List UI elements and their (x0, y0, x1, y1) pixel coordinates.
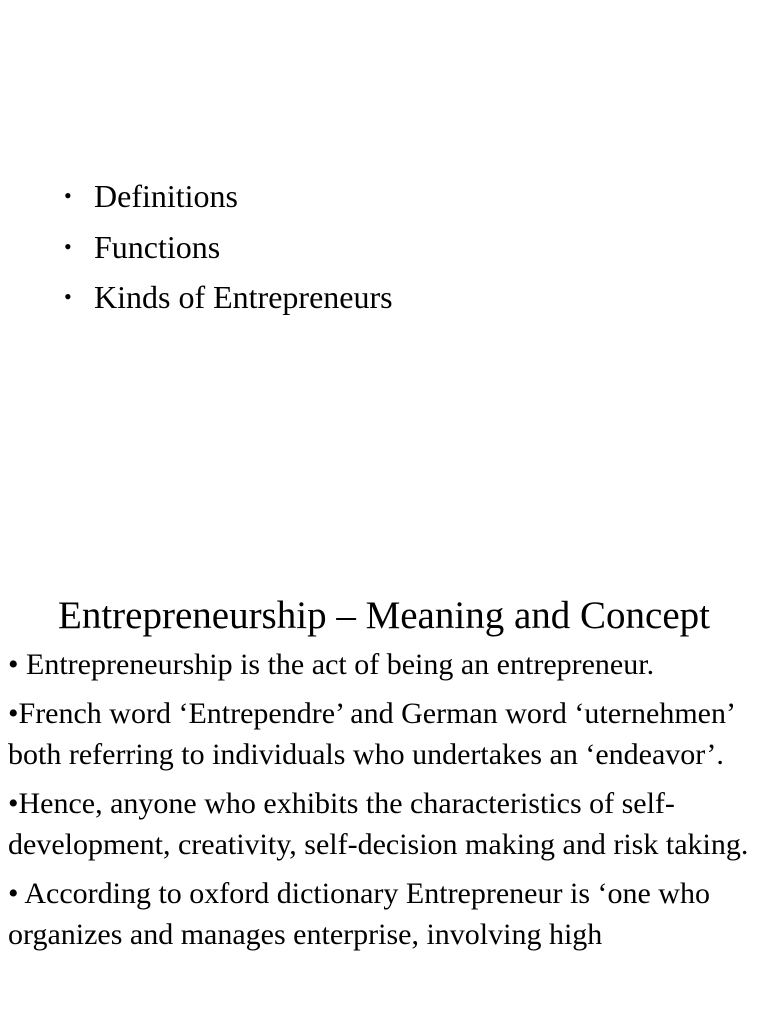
slide-title: Entrepreneurship – Meaning and Concept (58, 594, 710, 637)
bullet-icon: • (64, 183, 72, 208)
slide-body (8, 644, 760, 963)
agenda-list (64, 171, 393, 323)
agenda-item-functions (64, 222, 393, 273)
agenda-item-label: Definitions (94, 178, 238, 214)
body-paragraph: • Entrepreneurship is the act of being an entrepreneur. (8, 648, 655, 681)
body-paragraph: • According to oxford dictionary Entrepreneur is ‘one who organizes and manages enterprise, involving high (8, 877, 710, 951)
agenda-item-kinds (64, 272, 393, 323)
bullet-icon: • (64, 284, 72, 309)
bullet-icon: • (64, 233, 72, 259)
agenda-item-label: Functions (94, 228, 221, 265)
body-paragraph: •French word ‘Entrependre’ and German word ‘uternehmen’ both referring to individuals who undertakes an ‘endeavor’. (8, 697, 734, 771)
agenda-item-label: Kinds of Entrepreneurs (94, 279, 393, 315)
body-paragraph: •Hence, anyone who exhibits the characteristics of self-development, creativity, self-decision making and risk taking. (8, 787, 749, 861)
agenda-item-definitions (64, 171, 393, 222)
